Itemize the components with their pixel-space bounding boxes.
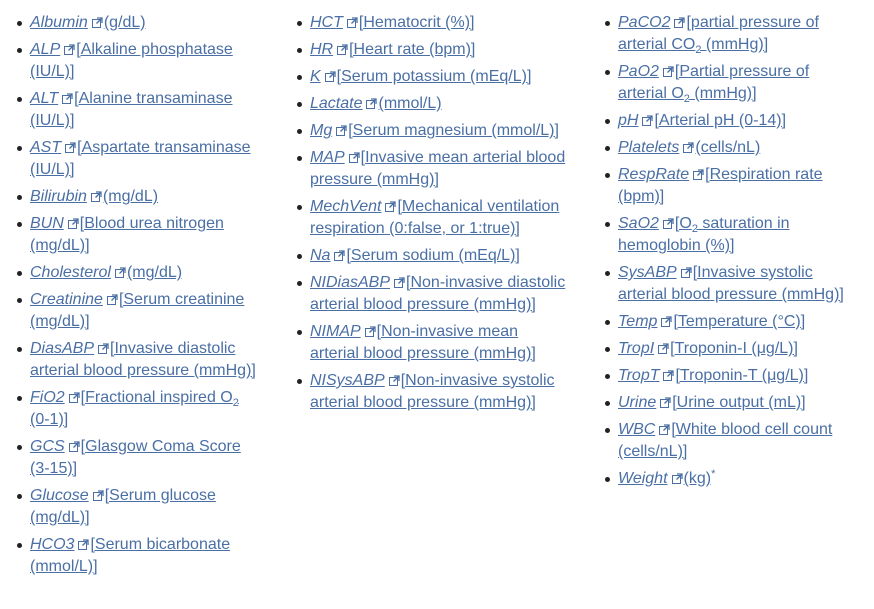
variable-link-diasabp[interactable] — [30, 340, 256, 379]
variable-name: TropT — [618, 367, 660, 384]
variable-description: [Partial pressure of arterial O — [618, 63, 810, 102]
list-item-glucose — [30, 485, 258, 529]
variable-description: [Aspartate transaminase (IU/L)] — [30, 139, 251, 178]
variable-description: (cells/nL) — [695, 139, 761, 156]
footnote-marker[interactable]: * — [711, 468, 716, 480]
variable-link-hco3[interactable] — [30, 536, 230, 575]
list-item-hco3 — [30, 534, 258, 578]
variable-name: Creatinine — [30, 291, 103, 308]
variable-description: (mmol/L) — [378, 95, 442, 112]
variable-description: (g/dL) — [103, 14, 146, 31]
external-link-icon — [98, 343, 109, 354]
variable-link-na[interactable] — [310, 247, 520, 264]
external-link-icon — [69, 392, 80, 403]
external-link-icon — [663, 66, 674, 77]
variable-list-column-1 — [8, 12, 258, 583]
variable-description-tail: (mmHg)] — [689, 85, 757, 102]
variable-link-tropt[interactable] — [618, 367, 808, 384]
variable-name: HR — [310, 41, 334, 58]
variable-description: [Arterial pH (0-14)] — [654, 112, 787, 129]
list-item-albumin — [30, 12, 258, 34]
variable-link-weight[interactable] — [618, 470, 711, 487]
external-link-icon — [115, 267, 126, 278]
variable-name: Mg — [310, 122, 333, 139]
variable-list-column-3 — [596, 12, 844, 495]
variable-description: [Invasive systolic arterial blood pressure (mmHg)] — [618, 264, 844, 303]
variable-name: FiO2 — [30, 389, 65, 406]
external-link-icon — [681, 267, 692, 278]
variable-name: SysABP — [618, 264, 677, 281]
variable-name: pH — [618, 112, 639, 129]
list-item-na — [310, 245, 566, 267]
variable-description: [White blood cell count (cells/nL)] — [618, 421, 833, 460]
external-link-icon — [663, 370, 674, 381]
external-link-icon — [683, 142, 694, 153]
variable-link-paco2[interactable] — [618, 14, 819, 56]
list-item-hr — [310, 39, 566, 61]
variable-name: Bilirubin — [30, 188, 87, 205]
list-item-urine — [618, 392, 844, 414]
variable-link-alp[interactable] — [30, 41, 233, 80]
variable-name: TropI — [618, 340, 655, 357]
variable-name: DiasABP — [30, 340, 95, 357]
variable-description: [partial pressure of arterial CO — [618, 14, 819, 53]
external-link-icon — [349, 152, 360, 163]
list-item-mg — [310, 120, 566, 142]
list-item-map — [310, 147, 566, 191]
external-link-icon — [642, 115, 653, 126]
variable-description: [Non-invasive mean arterial blood pressure (mmHg)] — [310, 323, 536, 362]
variable-description: [Serum potassium (mEq/L)] — [336, 68, 532, 85]
external-link-icon — [78, 539, 89, 550]
subscript: 2 — [695, 44, 702, 56]
variable-description: [Hematocrit (%)] — [358, 14, 475, 31]
variable-name: Urine — [618, 394, 657, 411]
variable-name: Lactate — [310, 95, 363, 112]
list-item-cholesterol — [30, 262, 258, 284]
list-item-nimap — [310, 321, 566, 365]
variable-description: [Serum magnesium (mmol/L)] — [348, 122, 559, 139]
variable-name: MAP — [310, 149, 345, 166]
variable-name: RespRate — [618, 166, 690, 183]
variable-name: WBC — [618, 421, 656, 438]
external-link-icon — [658, 343, 669, 354]
variable-link-pao2[interactable] — [618, 63, 810, 105]
list-item-weight — [618, 468, 844, 490]
external-link-icon — [394, 277, 405, 288]
variable-name: ALT — [30, 90, 59, 107]
list-item-ph — [618, 110, 844, 132]
external-link-icon — [660, 397, 671, 408]
variable-name: K — [310, 68, 321, 85]
variable-link-cholesterol[interactable] — [30, 264, 182, 281]
variable-description: [Non-invasive systolic arterial blood pressure (mmHg)] — [310, 372, 555, 411]
variable-description: [Mechanical ventilation respiration (0:false, or 1:true)] — [310, 198, 560, 237]
variable-link-temp[interactable] — [618, 313, 805, 330]
variable-link-bun[interactable] — [30, 215, 224, 254]
variable-description: [Fractional inspired O — [80, 389, 233, 406]
external-link-icon — [347, 17, 358, 28]
variable-name: Weight — [618, 470, 668, 487]
variable-description: [Non-invasive diastolic arterial blood pressure (mmHg)] — [310, 274, 566, 313]
list-item-nidiasabp — [310, 272, 566, 316]
variable-link-mechvent[interactable] — [310, 198, 559, 237]
list-item-mechvent — [310, 196, 566, 240]
variable-description: [Invasive diastolic arterial blood pressure (mmHg)] — [30, 340, 256, 379]
variable-description: (mg/dL) — [102, 188, 159, 205]
variable-description-tail: (mmHg)] — [701, 36, 769, 53]
list-item-ast — [30, 137, 258, 181]
external-link-icon — [69, 441, 80, 452]
external-link-icon — [93, 490, 104, 501]
external-link-icon — [92, 17, 103, 28]
external-link-icon — [334, 250, 345, 261]
variable-name: NISysABP — [310, 372, 385, 389]
variable-list-column-2 — [288, 12, 566, 419]
variable-description: [Serum glucose (mg/dL)] — [30, 487, 216, 526]
variable-description: [Serum creatinine (mg/dL)] — [30, 291, 245, 330]
variable-link-albumin[interactable] — [30, 14, 146, 31]
external-link-icon — [674, 17, 685, 28]
variable-link-platelets[interactable] — [618, 139, 760, 156]
subscript: 2 — [691, 223, 698, 235]
variable-link-fio2[interactable] — [30, 389, 239, 428]
list-item-creatinine — [30, 289, 258, 333]
variable-link-bilirubin[interactable] — [30, 188, 158, 205]
variable-description-tail: saturation in hemoglobin (%)] — [618, 215, 790, 254]
variable-description: [Urine output (mL)] — [672, 394, 806, 411]
external-link-icon — [385, 201, 396, 212]
variable-description: [Heart rate (bpm)] — [349, 41, 476, 58]
variable-link-tropi[interactable] — [618, 340, 798, 357]
variable-link-alt[interactable] — [30, 90, 232, 129]
variable-description: [Temperature (°C)] — [673, 313, 806, 330]
external-link-icon — [389, 375, 400, 386]
external-link-icon — [65, 142, 76, 153]
list-item-gcs — [30, 436, 258, 480]
list-item-alt — [30, 88, 258, 132]
external-link-icon — [659, 424, 670, 435]
external-link-icon — [366, 98, 377, 109]
variable-description: [Alanine transaminase (IU/L)] — [30, 90, 233, 129]
external-link-icon — [107, 294, 118, 305]
variable-description: [Respiration rate (bpm)] — [618, 166, 823, 205]
list-item-pao2 — [618, 61, 844, 105]
variable-description: [Troponin-I (μg/L)] — [670, 340, 798, 357]
list-item-resprate — [618, 164, 844, 208]
external-link-icon — [91, 191, 102, 202]
variable-link-sao2[interactable] — [618, 215, 790, 254]
variable-name: AST — [30, 139, 62, 156]
external-link-icon — [337, 44, 348, 55]
list-item-paco2 — [618, 12, 844, 56]
variable-name: ALP — [30, 41, 61, 58]
variable-name: PaCO2 — [618, 14, 671, 31]
list-item-tropi — [618, 338, 844, 360]
list-item-bilirubin — [30, 186, 258, 208]
variable-link-mg[interactable] — [310, 122, 559, 139]
variable-link-nidiasabp[interactable] — [310, 274, 565, 313]
external-link-icon — [661, 316, 672, 327]
variable-name: MechVent — [310, 198, 382, 215]
external-link-icon — [365, 326, 376, 337]
variable-name: HCO3 — [30, 536, 75, 553]
list-item-wbc — [618, 419, 844, 463]
variable-link-urine[interactable] — [618, 394, 806, 411]
variable-link-wbc[interactable] — [618, 421, 832, 460]
variable-description: [Troponin-T (μg/L)] — [675, 367, 809, 384]
list-item-temp — [618, 311, 844, 333]
variable-description: (mg/dL) — [126, 264, 183, 281]
list-item-lactate — [310, 93, 566, 115]
external-link-icon — [64, 44, 75, 55]
variable-name: Albumin — [30, 14, 88, 31]
variable-description: [Serum sodium (mEq/L)] — [346, 247, 520, 264]
variable-link-creatinine[interactable] — [30, 291, 244, 330]
variable-name: Na — [310, 247, 331, 264]
variable-description-tail: (0-1)] — [30, 411, 69, 428]
subscript: 2 — [232, 397, 239, 409]
external-link-icon — [693, 169, 704, 180]
list-item-fio2 — [30, 387, 258, 431]
list-item-tropt — [618, 365, 844, 387]
variable-name: Glucose — [30, 487, 89, 504]
variable-link-hr[interactable] — [310, 41, 475, 58]
variable-link-k[interactable] — [310, 68, 531, 85]
variable-name: SaO2 — [618, 215, 659, 232]
variable-description: [Blood urea nitrogen (mg/dL)] — [30, 215, 224, 254]
variable-link-map[interactable] — [310, 149, 565, 188]
variable-description: [Alkaline phosphatase (IU/L)] — [30, 41, 233, 80]
list-item-sao2 — [618, 213, 844, 257]
list-item-sysabp — [618, 262, 844, 306]
variable-description: [Serum bicarbonate (mmol/L)] — [30, 536, 231, 575]
list-item-bun — [30, 213, 258, 257]
variable-link-sysabp[interactable] — [618, 264, 844, 303]
external-link-icon — [68, 218, 79, 229]
variable-name: Temp — [618, 313, 658, 330]
variable-link-gcs[interactable] — [30, 438, 241, 477]
list-item-hct — [310, 12, 566, 34]
variable-link-nisysabp[interactable] — [310, 372, 555, 411]
list-item-diasabp — [30, 338, 258, 382]
variable-link-nimap[interactable] — [310, 323, 536, 362]
variable-link-ast[interactable] — [30, 139, 251, 178]
subscript: 2 — [683, 93, 690, 105]
variable-description: (kg) — [683, 470, 712, 487]
variable-name: NIMAP — [310, 323, 361, 340]
external-link-icon — [62, 93, 73, 104]
external-link-icon — [672, 473, 683, 484]
variable-description: [O — [674, 215, 692, 232]
external-link-icon — [663, 218, 674, 229]
variable-link-lactate[interactable] — [310, 95, 442, 112]
external-link-icon — [325, 71, 336, 82]
variable-description: [Invasive mean arterial blood pressure (mmHg)] — [310, 149, 566, 188]
variable-name: GCS — [30, 438, 65, 455]
list-item-platelets — [618, 137, 844, 159]
variable-link-glucose[interactable] — [30, 487, 216, 526]
variable-name: HCT — [310, 14, 343, 31]
variable-name: NIDiasABP — [310, 274, 391, 291]
variable-description: [Glasgow Coma Score (3-15)] — [30, 438, 241, 477]
variable-name: Platelets — [618, 139, 680, 156]
list-item-nisysabp — [310, 370, 566, 414]
variable-name: PaO2 — [618, 63, 659, 80]
variable-name: Cholesterol — [30, 264, 111, 281]
list-item-k — [310, 66, 566, 88]
variable-name: BUN — [30, 215, 64, 232]
variable-link-hct[interactable] — [310, 14, 474, 31]
variable-link-resprate[interactable] — [618, 166, 823, 205]
list-item-alp — [30, 39, 258, 83]
external-link-icon — [336, 125, 347, 136]
variable-link-ph[interactable] — [618, 112, 786, 129]
